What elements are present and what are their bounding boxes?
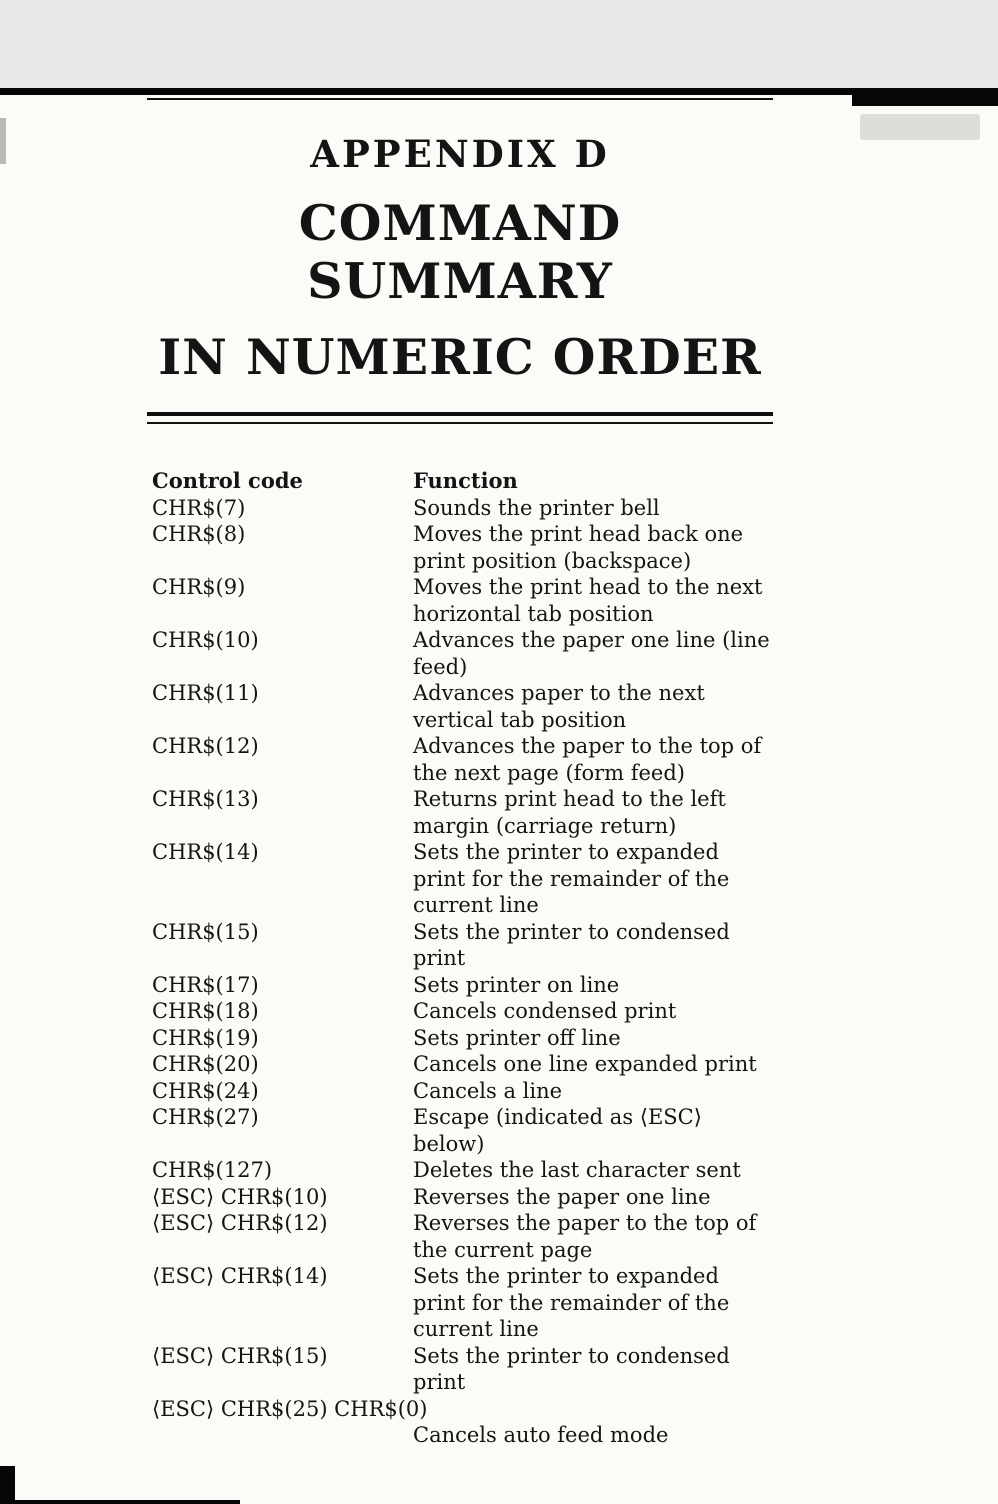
table-row	[152, 1396, 774, 1423]
function-cell: Sets printer on line	[413, 972, 620, 997]
function-cell: Advances the paper to the top of the next page (form feed)	[413, 734, 762, 785]
scan-artifact-top-right	[852, 88, 998, 106]
control-code-cell: ⟨ESC⟩ CHR$(14)	[152, 1264, 328, 1288]
function-cell: Escape (indicated as ⟨ESC⟩ below)	[413, 1105, 702, 1156]
table-row	[152, 1104, 774, 1157]
function-cell: Cancels one line expanded print	[413, 1052, 757, 1076]
function-cell: Deletes the last character sent	[413, 1158, 741, 1182]
control-code-cell: ⟨ESC⟩ CHR$(10)	[152, 1184, 328, 1209]
control-code-cell: CHR$(127)	[152, 1158, 273, 1182]
function-cell: Reverses the paper one line	[413, 1184, 711, 1209]
table-row	[152, 839, 774, 919]
table-row	[152, 1343, 774, 1396]
control-code-cell: CHR$(18)	[152, 999, 259, 1023]
table-row	[152, 680, 774, 733]
table-header-row	[152, 468, 774, 495]
command-table-body	[152, 495, 774, 1449]
table-row	[152, 1263, 774, 1343]
appendix-label: APPENDIX D	[310, 132, 610, 176]
function-cell: Sets the printer to condensed print	[413, 1343, 730, 1394]
control-code-header: Control code	[152, 468, 303, 493]
scanned-manual-page	[0, 88, 998, 1504]
function-cell: Sounds the printer bell	[413, 495, 660, 520]
control-code-cell: CHR$(10)	[152, 628, 259, 652]
command-table	[152, 468, 774, 1449]
table-row	[152, 733, 774, 786]
scan-artifact-smudge	[860, 114, 980, 140]
control-code-cell: CHR$(19)	[152, 1025, 259, 1050]
table-row	[152, 495, 774, 522]
table-row	[152, 1184, 774, 1211]
table-row	[152, 1025, 774, 1052]
table-row	[152, 919, 774, 972]
control-code-cell: CHR$(17)	[152, 972, 259, 997]
function-cell: Moves the print head to the next horizontal tab position	[413, 575, 763, 626]
page-title-line2: IN NUMERIC ORDER	[158, 328, 762, 386]
scan-artifact-top-strip	[0, 88, 998, 95]
table-row	[152, 1051, 774, 1078]
control-code-cell: CHR$(27)	[152, 1105, 259, 1129]
table-row	[152, 521, 774, 574]
table-row	[152, 1422, 774, 1449]
function-cell: Cancels condensed print	[413, 999, 677, 1023]
title-block	[147, 132, 773, 386]
page-title-line1: COMMAND SUMMARY	[298, 194, 622, 310]
bottom-double-rule	[147, 412, 773, 424]
control-code-cell: ⟨ESC⟩ CHR$(15)	[152, 1343, 328, 1368]
function-cell: Sets printer off line	[413, 1025, 621, 1050]
function-cell: Sets the printer to condensed print	[413, 919, 730, 970]
control-code-cell: CHR$(8)	[152, 522, 246, 546]
table-row	[152, 972, 774, 999]
function-cell: Advances paper to the next vertical tab position	[413, 681, 705, 732]
function-cell: Sets the printer to expanded print for the remainder of the current line	[413, 1264, 730, 1341]
table-row	[152, 1078, 774, 1105]
control-code-cell	[152, 1422, 413, 1449]
control-code-cell: CHR$(14)	[152, 840, 259, 864]
scan-artifact-bottom-left	[0, 1466, 15, 1504]
control-code-cell: CHR$(7)	[152, 495, 246, 520]
function-cell: Returns print head to the left margin (carriage return)	[413, 787, 726, 838]
control-code-cell: CHR$(11)	[152, 681, 259, 705]
table-row	[152, 627, 774, 680]
table-row	[152, 786, 774, 839]
table-row	[152, 574, 774, 627]
control-code-cell: CHR$(20)	[152, 1052, 259, 1076]
function-cell: Cancels a line	[413, 1078, 563, 1103]
function-cell: Sets the printer to expanded print for the remainder of the current line	[413, 840, 730, 917]
scan-artifact-left-edge	[0, 118, 6, 164]
control-code-cell: CHR$(12)	[152, 734, 259, 758]
table-row	[152, 998, 774, 1025]
control-code-cell: CHR$(24)	[152, 1078, 259, 1103]
control-code-cell: CHR$(9)	[152, 575, 246, 599]
function-cell: Reverses the paper to the top of the current page	[413, 1211, 757, 1262]
control-code-cell: CHR$(13)	[152, 787, 259, 811]
function-cell: Moves the print head back one print position (backspace)	[413, 522, 744, 573]
scan-artifact-bottom-edge	[0, 1500, 240, 1504]
control-code-cell: ⟨ESC⟩ CHR$(12)	[152, 1211, 328, 1235]
function-cell: Cancels auto feed mode	[413, 1423, 669, 1447]
control-code-cell: ⟨ESC⟩ CHR$(25) CHR$(0)	[152, 1396, 428, 1421]
control-code-cell: CHR$(15)	[152, 919, 259, 944]
table-row	[152, 1210, 774, 1263]
table-row	[152, 1157, 774, 1184]
function-header: Function	[413, 468, 518, 493]
function-cell: Advances the paper one line (line feed)	[413, 628, 770, 679]
